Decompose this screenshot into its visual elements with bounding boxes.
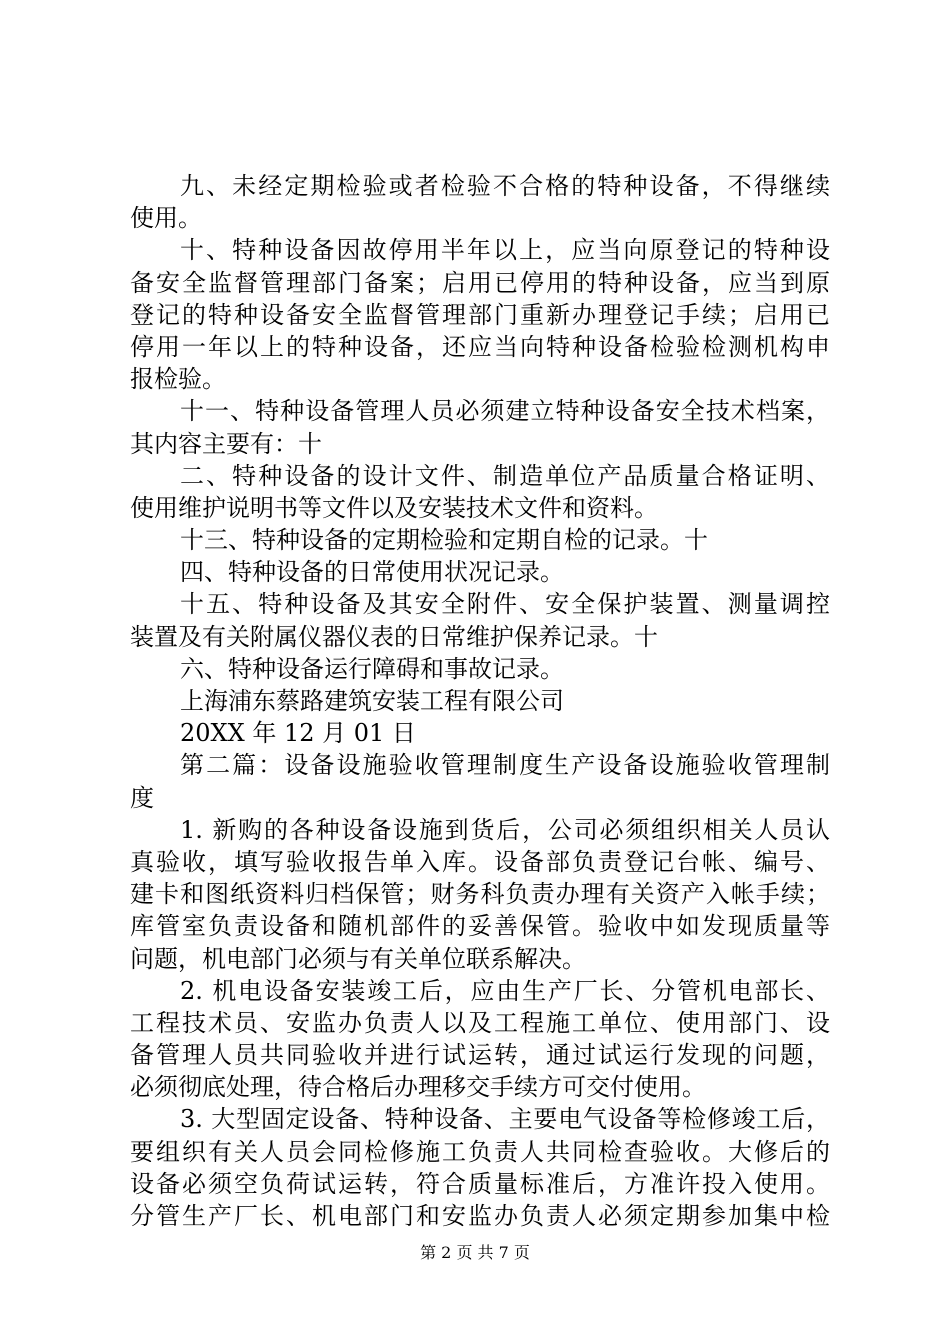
text-line: 二、特种设备的设计文件、制造单位产品质量合格证明、	[180, 461, 830, 490]
text-line: 库管室负责设备和随机部件的妥善保管。验收中如发现质量等	[130, 912, 830, 941]
text-line: 使用。	[130, 204, 202, 233]
text-line: 登记的特种设备安全监督管理部门重新办理登记手续；启用已	[130, 300, 830, 329]
document-body	[130, 170, 830, 1232]
text-line: 要组织有关人员会同检修施工负责人共同检查验收。大修后的	[130, 1137, 830, 1166]
text-line: 报检验。	[130, 365, 226, 394]
text-line: 度	[130, 783, 154, 812]
text-line: 装置及有关附属仪器仪表的日常维护保养记录。十	[130, 622, 658, 651]
text-line: 2. 机电设备安装竣工后，应由生产厂长、分管机电部长、	[180, 976, 830, 1005]
text-line: 必须彻底处理，待合格后办理移交手续方可交付使用。	[130, 1073, 706, 1102]
text-line: 九、未经定期检验或者检验不合格的特种设备，不得继续	[180, 172, 830, 200]
text-line: 四、特种设备的日常使用状况记录。	[180, 558, 564, 587]
text-line: 20XX 年 12 月 01 日	[180, 719, 416, 748]
text-line: 十、特种设备因故停用半年以上，应当向原登记的特种设	[180, 236, 830, 265]
text-line: 停用一年以上的特种设备，还应当向特种设备检验检测机构申	[130, 332, 830, 361]
text-line: 建卡和图纸资料归档保管；财务科负责办理有关资产入帐手续；	[130, 880, 830, 909]
text-line: 上海浦东蔡路建筑安装工程有限公司	[180, 687, 564, 715]
text-line: 工程技术员、安监办负责人以及工程施工单位、使用部门、设	[130, 1008, 830, 1037]
text-line: 备安全监督管理部门备案；启用已停用的特种设备，应当到原	[130, 268, 830, 297]
text-line: 六、特种设备运行障碍和事故记录。	[180, 654, 564, 683]
text-line: 备管理人员共同验收并进行试运转，通过试运行发现的问题，	[130, 1041, 830, 1070]
text-line: 十一、特种设备管理人员必须建立特种设备安全技术档案，	[180, 397, 830, 426]
text-line: 1. 新购的各种设备设施到货后，公司必须组织相关人员认	[180, 815, 830, 844]
text-line: 3. 大型固定设备、特种设备、主要电气设备等检修竣工后，	[180, 1105, 830, 1134]
text-line: 设备必须空负荷试运转，符合质量标准后，方准许投入使用。	[130, 1169, 830, 1198]
text-line: 十三、特种设备的定期检验和定期自检的记录。十	[180, 526, 708, 555]
text-line: 问题，机电部门必须与有关单位联系解决。	[130, 944, 586, 973]
text-line: 真验收，填写验收报告单入库。设备部负责登记台帐、编号、	[130, 847, 830, 876]
text-line: 使用维护说明书等文件以及安装技术文件和资料。	[130, 493, 658, 522]
text-line: 其内容主要有：十	[130, 429, 322, 458]
page-footer: 第 2 页 共 7 页	[420, 1243, 530, 1262]
text-line: 十五、特种设备及其安全附件、安全保护装置、测量调控	[180, 590, 830, 619]
text-line: 第二篇：设备设施验收管理制度生产设备设施验收管理制	[180, 751, 830, 780]
text-line: 分管生产厂长、机电部门和安监办负责人必须定期参加集中检	[130, 1202, 830, 1230]
